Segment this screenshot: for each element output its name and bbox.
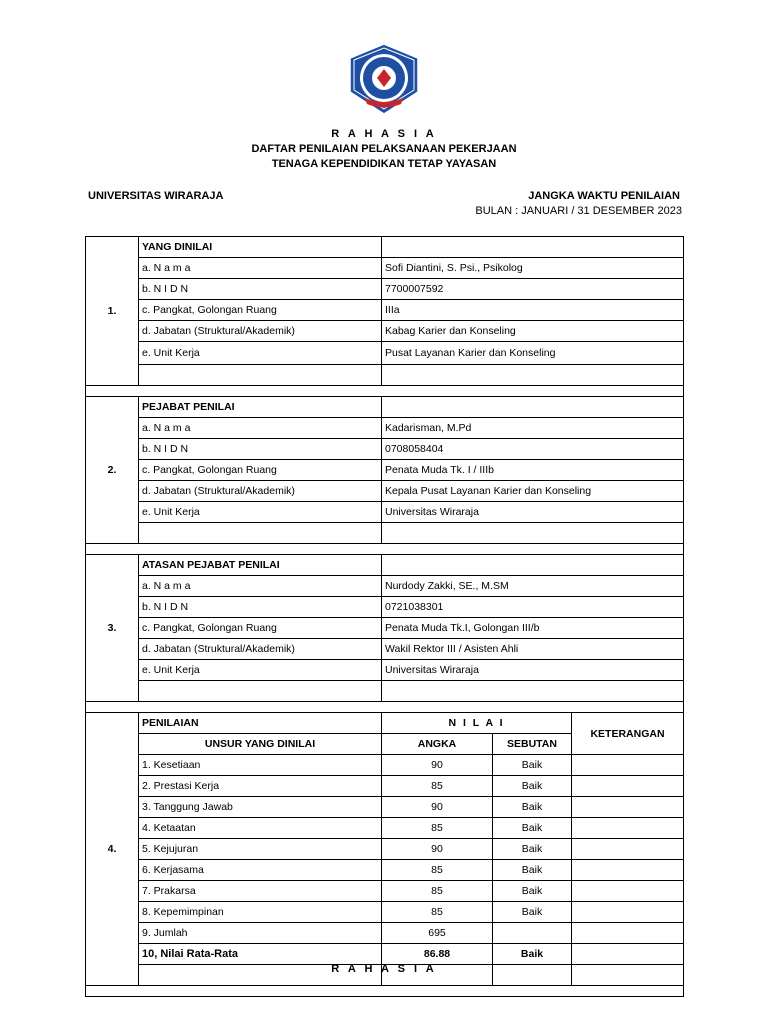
criterion-score: 85 [382, 881, 493, 902]
average-score: 86.88 [382, 944, 493, 965]
field-label: e. Unit Kerja [139, 502, 382, 523]
total-row [86, 923, 684, 944]
field-value: Sofi Diantini, S. Psi., Psikolog [382, 258, 684, 279]
section-2-header [86, 397, 684, 418]
section-title: ATASAN PEJABAT PENILAI [139, 555, 382, 576]
criterion-grade: Baik [493, 902, 572, 923]
criterion-label: 8. Kepemimpinan [139, 902, 382, 923]
table-row [86, 797, 684, 818]
field-value: Nurdody Zakki, SE., M.SM [382, 576, 684, 597]
table-row [86, 418, 684, 439]
section-number: 1. [86, 237, 139, 386]
criterion-grade: Baik [493, 860, 572, 881]
table-row [86, 818, 684, 839]
table-row [86, 321, 684, 342]
field-value: 0708058404 [382, 439, 684, 460]
field-value: Penata Muda Tk. I / IIIb [382, 460, 684, 481]
criterion-grade: Baik [493, 818, 572, 839]
table-row [86, 342, 684, 365]
spacer-row [86, 986, 684, 997]
field-value: Penata Muda Tk.I, Golongan III/b [382, 618, 684, 639]
table-row [86, 460, 684, 481]
field-label: a. N a m a [139, 576, 382, 597]
section-number: 2. [86, 397, 139, 544]
section-number: 3. [86, 555, 139, 702]
document-title: DAFTAR PENILAIAN PELAKSANAAN PEKERJAAN [251, 143, 517, 155]
field-label: a. N a m a [139, 258, 382, 279]
field-label: c. Pangkat, Golongan Ruang [139, 300, 382, 321]
field-value: 0721038301 [382, 597, 684, 618]
section-title: PENILAIAN [139, 713, 382, 734]
field-value: Pusat Layanan Karier dan Konseling [382, 342, 684, 365]
university-logo [345, 42, 423, 116]
average-grade: Baik [493, 944, 572, 965]
table-row [86, 481, 684, 502]
field-value: IIIa [382, 300, 684, 321]
table-row [86, 681, 684, 702]
field-label: d. Jabatan (Struktural/Akademik) [139, 481, 382, 502]
criterion-label: 2. Prestasi Kerja [139, 776, 382, 797]
document-subtitle: TENAGA KEPENDIDIKAN TETAP YAYASAN [271, 158, 497, 170]
field-label: e. Unit Kerja [139, 660, 382, 681]
criterion-grade: Baik [493, 776, 572, 797]
field-value: Kabag Karier dan Konseling [382, 321, 684, 342]
table-row [86, 279, 684, 300]
field-value: Kepala Pusat Layanan Karier dan Konseling [382, 481, 684, 502]
period-label: JANGKA WAKTU PENILAIAN [528, 190, 680, 202]
field-value: Kadarisman, M.Pd [382, 418, 684, 439]
confidential-label: R A H A S I A [331, 128, 437, 140]
keterangan-header: KETERANGAN [572, 713, 684, 755]
section-number: 4. [86, 713, 139, 986]
sebutan-header: SEBUTAN [493, 734, 572, 755]
period-value: BULAN : JANUARI / 31 DESEMBER 2023 [475, 205, 682, 217]
section-4-header [86, 713, 684, 734]
criterion-label: 1. Kesetiaan [139, 755, 382, 776]
section-title: PEJABAT PENILAI [139, 397, 382, 418]
field-label: d. Jabatan (Struktural/Akademik) [139, 639, 382, 660]
table-row [86, 639, 684, 660]
angka-header: ANGKA [382, 734, 493, 755]
table-row [86, 597, 684, 618]
table-row [86, 902, 684, 923]
criterion-label: 6. Kerjasama [139, 860, 382, 881]
field-label: b. N I D N [139, 279, 382, 300]
table-row [86, 502, 684, 523]
table-row [86, 300, 684, 321]
unsur-header: UNSUR YANG DINILAI [139, 734, 382, 755]
table-row [86, 755, 684, 776]
criterion-grade: Baik [493, 755, 572, 776]
table-row [86, 776, 684, 797]
table-row [86, 839, 684, 860]
criterion-score: 85 [382, 902, 493, 923]
field-label: e. Unit Kerja [139, 342, 382, 365]
criterion-score: 90 [382, 839, 493, 860]
institution-name: UNIVERSITAS WIRARAJA [88, 190, 224, 202]
criterion-grade: Baik [493, 839, 572, 860]
field-value: Universitas Wiraraja [382, 502, 684, 523]
criterion-score: 85 [382, 818, 493, 839]
field-label: b. N I D N [139, 439, 382, 460]
table-row [86, 576, 684, 597]
nilai-header: N I L A I [382, 713, 572, 734]
criterion-label: 4. Ketaatan [139, 818, 382, 839]
table-row [86, 881, 684, 902]
table-row [86, 618, 684, 639]
total-score: 695 [382, 923, 493, 944]
table-row [86, 258, 684, 279]
assessment-table [85, 236, 684, 997]
table-row [86, 660, 684, 681]
table-row [86, 523, 684, 544]
field-label: c. Pangkat, Golongan Ruang [139, 618, 382, 639]
field-value: 7700007592 [382, 279, 684, 300]
table-row [86, 365, 684, 386]
criterion-score: 90 [382, 797, 493, 818]
criterion-grade: Baik [493, 881, 572, 902]
field-value: Wakil Rektor III / Asisten Ahli [382, 639, 684, 660]
criterion-score: 85 [382, 860, 493, 881]
table-row [86, 439, 684, 460]
criterion-label: 3. Tanggung Jawab [139, 797, 382, 818]
criterion-score: 90 [382, 755, 493, 776]
footer-confidential: R A H A S I A [331, 963, 437, 975]
field-value: Universitas Wiraraja [382, 660, 684, 681]
field-label: c. Pangkat, Golongan Ruang [139, 460, 382, 481]
criterion-label: 7. Prakarsa [139, 881, 382, 902]
section-title: YANG DINILAI [139, 237, 382, 258]
average-row [86, 944, 684, 965]
field-label: d. Jabatan (Struktural/Akademik) [139, 321, 382, 342]
table-row [86, 860, 684, 881]
field-label: b. N I D N [139, 597, 382, 618]
spacer-row [86, 386, 684, 397]
criterion-score: 85 [382, 776, 493, 797]
field-label: a. N a m a [139, 418, 382, 439]
section-3-header [86, 555, 684, 576]
section-1-header [86, 237, 684, 258]
total-label: 9. Jumlah [139, 923, 382, 944]
criterion-grade: Baik [493, 797, 572, 818]
spacer-row [86, 702, 684, 713]
criterion-label: 5. Kejujuran [139, 839, 382, 860]
spacer-row [86, 544, 684, 555]
average-label: 10, Nilai Rata-Rata [139, 944, 382, 965]
